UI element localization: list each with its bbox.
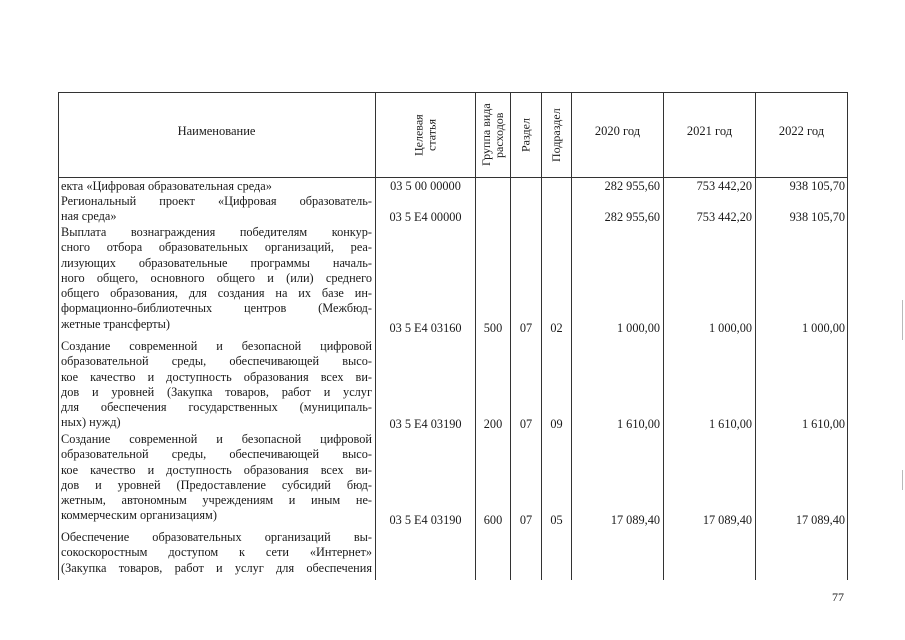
cell-2021: 1 610,00	[708, 417, 752, 431]
table-row-name	[61, 194, 372, 225]
header-subsection: Подраздел	[549, 108, 563, 162]
header-2022: 2022 год	[778, 124, 825, 138]
cell-2020: 282 955,60	[604, 179, 660, 193]
name-line: Создание современной и безопасной цифровой	[61, 432, 372, 446]
cell-2020: 1 000,00	[616, 321, 660, 335]
header-2021: 2021 год	[686, 124, 733, 138]
name-line: ных) нужд)	[61, 415, 121, 430]
name-line: дов и уровней (Предоставление субсидий бюд-	[61, 477, 372, 492]
name-line: кое качество и доступность образования всех ви-	[61, 369, 372, 384]
name-line: Региональный проект «Цифровая образователь-	[61, 194, 372, 208]
table-right-border	[847, 92, 848, 580]
cell-2021: 753 442,20	[696, 210, 752, 224]
name-line: дов и уровней (Закупка товаров, работ и услуг	[61, 384, 372, 399]
name-line: для обеспечения государственных (муниципаль-	[61, 400, 372, 415]
scan-edge-mark	[902, 470, 903, 490]
cell-target: 03 5 E4 03160	[389, 321, 462, 335]
cell-2020: 282 955,60	[604, 210, 660, 224]
header-target: Целевая статья	[411, 114, 439, 156]
cell-subsection: 09	[550, 417, 563, 431]
header-group: Группа вида расходов	[479, 103, 506, 167]
cell-section: 07	[519, 513, 533, 527]
name-line: Обеспечение образовательных организаций вы-	[61, 530, 372, 544]
table-row-name	[61, 432, 372, 524]
cell-group: 500	[483, 321, 503, 335]
name-line: коммерческим организациям)	[61, 508, 217, 523]
cell-2022: 17 089,40	[795, 513, 845, 527]
name-line: лизующих образовательные программы началь-	[61, 255, 372, 270]
table-row-name	[61, 339, 372, 431]
page-number: 77	[832, 590, 844, 604]
cell-subsection: 02	[550, 321, 563, 335]
table-row-name	[61, 225, 372, 332]
cell-group: 600	[483, 513, 503, 527]
cell-subsection: 05	[550, 513, 563, 527]
header-name: Наименование	[177, 124, 256, 138]
table-row-name	[61, 179, 372, 194]
name-line: ная среда»	[61, 209, 117, 224]
name-line: Выплата вознаграждения победителям конкур-	[61, 225, 372, 239]
cell-2021: 753 442,20	[696, 179, 752, 193]
cell-2022: 938 105,70	[789, 210, 845, 224]
name-line: образовательной среды, обеспечивающей высо-	[61, 447, 372, 462]
name-line: Создание современной и безопасной цифровой	[61, 339, 372, 353]
name-line: екта «Цифровая образовательная среда»	[61, 179, 272, 193]
cell-target: 03 5 00 00000	[390, 179, 461, 193]
name-line: сокоскоростным доступом к сети «Интернет»	[61, 545, 372, 560]
cell-target: 03 5 E4 03190	[389, 513, 462, 527]
cell-2022: 1 610,00	[801, 417, 845, 431]
name-line: жетным, автономным учреждениям и иным не-	[61, 493, 372, 508]
cell-2021: 1 000,00	[708, 321, 752, 335]
cell-target: 03 5 E4 03190	[389, 417, 462, 431]
name-line: жетные трансферты)	[61, 316, 171, 331]
scan-edge-mark	[902, 300, 903, 340]
cell-2020: 17 089,40	[610, 513, 660, 527]
table-top-border	[58, 92, 847, 93]
name-line: общего образования, для создания на их базе ин-	[61, 286, 372, 301]
cell-group: 200	[483, 417, 503, 431]
cell-2020: 1 610,00	[616, 417, 660, 431]
cell-2022: 1 000,00	[801, 321, 845, 335]
cell-target: 03 5 E4 00000	[389, 210, 462, 224]
table-left-border	[58, 92, 59, 580]
name-line: (Закупка товаров, работ и услуг для обеспечения	[61, 560, 372, 575]
name-line: ного общего, основного общего и (или) среднего	[61, 270, 372, 285]
header-section: Раздел	[518, 118, 533, 152]
name-line: формационно-библиотечных центров (Межбюд-	[61, 301, 372, 316]
header-2020: 2020 год	[594, 124, 641, 138]
cell-section: 07	[519, 321, 533, 335]
cell-2022: 938 105,70	[789, 179, 845, 193]
table-row-name	[61, 530, 372, 576]
name-line: образовательной среды, обеспечивающей высо-	[61, 354, 372, 369]
name-line: сного отбора образовательных организаций, реа-	[61, 240, 372, 255]
name-line: кое качество и доступность образования всех ви-	[61, 462, 372, 477]
cell-section: 07	[519, 417, 533, 431]
cell-2021: 17 089,40	[702, 513, 752, 527]
table-header-divider	[58, 177, 847, 178]
